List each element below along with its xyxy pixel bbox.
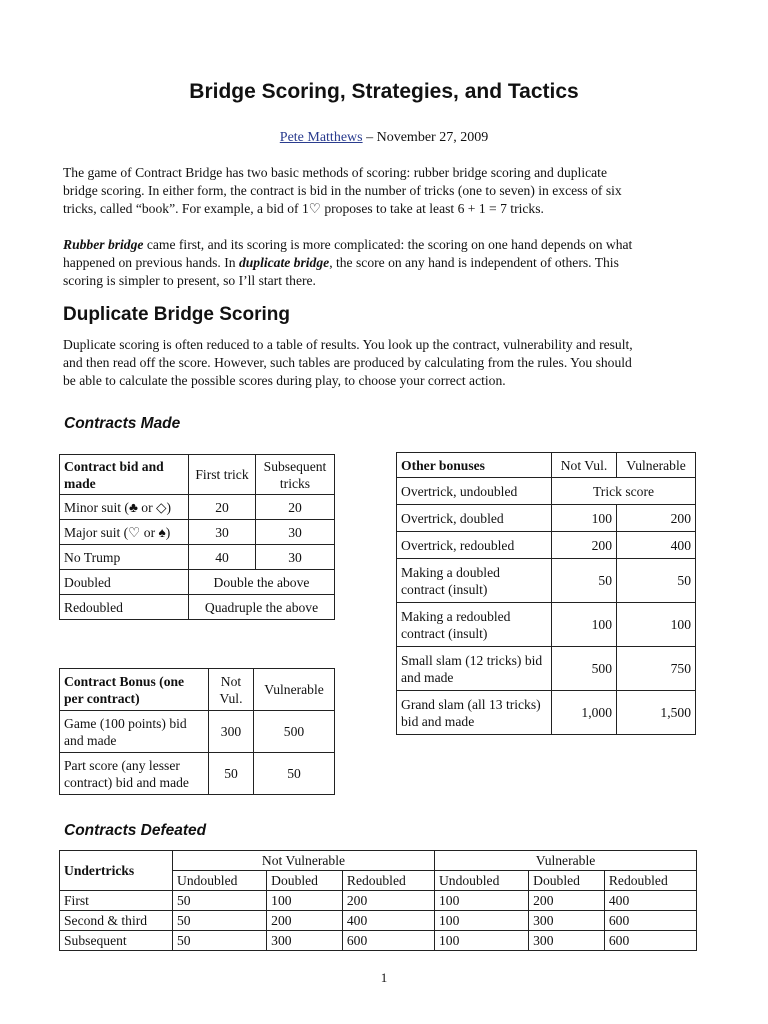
table-cell: 600 bbox=[342, 931, 434, 951]
subheading-contracts-defeated: Contracts Defeated bbox=[64, 822, 207, 839]
table-cell: 50 bbox=[209, 753, 254, 795]
section-heading-duplicate: Duplicate Bridge Scoring bbox=[63, 304, 290, 325]
table-cell: 50 bbox=[617, 559, 696, 603]
text-line: The game of Contract Bridge has two basic methods of scoring: rubber bridge scoring and duplicate bbox=[63, 165, 607, 180]
term-rubber-bridge: Rubber bridge bbox=[63, 237, 144, 252]
table-cell: 300 bbox=[209, 711, 254, 753]
table-cell: Part score (any lesser contract) bid and made bbox=[60, 753, 209, 795]
table-row bbox=[397, 603, 696, 647]
table-cell: 500 bbox=[552, 647, 617, 691]
table-cell: 30 bbox=[189, 520, 256, 545]
table-cell: 750 bbox=[617, 647, 696, 691]
table-header-cell: Not Vul. bbox=[209, 669, 254, 711]
duplicate-paragraph bbox=[63, 336, 713, 391]
table-row bbox=[60, 911, 697, 931]
table-header-row bbox=[60, 669, 335, 711]
table-cell: Game (100 points) bid and made bbox=[60, 711, 209, 753]
table-cell: 100 bbox=[434, 911, 528, 931]
text-line bbox=[63, 254, 713, 272]
table-header-cell: Subsequent tricks bbox=[256, 455, 335, 495]
table-cell: 100 bbox=[617, 603, 696, 647]
table-row bbox=[60, 520, 335, 545]
table-cell: No Trump bbox=[60, 545, 189, 570]
table-cell: Quadruple the above bbox=[189, 595, 335, 620]
term-duplicate-bridge: duplicate bridge bbox=[238, 255, 330, 271]
table-cell: 100 bbox=[267, 891, 343, 911]
table-header-cell: Undoubled bbox=[173, 871, 267, 891]
document-title: Bridge Scoring, Strategies, and Tactics bbox=[189, 80, 579, 103]
table-cell: 30 bbox=[256, 545, 335, 570]
other-bonuses-table bbox=[396, 452, 696, 735]
table-cell: Doubled bbox=[60, 570, 189, 595]
table-cell: Double the above bbox=[189, 570, 335, 595]
table-row bbox=[397, 647, 696, 691]
table-cell: 20 bbox=[256, 495, 335, 520]
table-cell: 400 bbox=[617, 532, 696, 559]
table-header-cell: Doubled bbox=[529, 871, 605, 891]
table-cell: 100 bbox=[552, 603, 617, 647]
table-row bbox=[397, 559, 696, 603]
table-cell: 600 bbox=[604, 931, 696, 951]
table-cell: 1,000 bbox=[552, 691, 617, 735]
table-cell: 100 bbox=[552, 505, 617, 532]
undertricks-table bbox=[59, 850, 697, 951]
table-header-cell: Vulnerable bbox=[254, 669, 335, 711]
table-cell: 400 bbox=[604, 891, 696, 911]
table-cell: 300 bbox=[529, 911, 605, 931]
table-header-row bbox=[60, 455, 335, 495]
table-row bbox=[397, 532, 696, 559]
table-header-cell: First trick bbox=[189, 455, 256, 495]
table-cell: Trick score bbox=[552, 478, 696, 505]
table-cell: Second & third bbox=[60, 911, 173, 931]
table-cell: 50 bbox=[173, 891, 267, 911]
table-cell: 200 bbox=[267, 911, 343, 931]
table-header-row bbox=[60, 851, 697, 871]
text-span: , the score on any hand is independent of others. This bbox=[329, 255, 619, 271]
table-cell: Making a doubled contract (insult) bbox=[397, 559, 552, 603]
byline bbox=[0, 130, 768, 146]
table-header-cell: Redoubled bbox=[342, 871, 434, 891]
table-cell: 300 bbox=[529, 931, 605, 951]
table-cell: 500 bbox=[254, 711, 335, 753]
table-cell: Redoubled bbox=[60, 595, 189, 620]
table-cell: 50 bbox=[173, 931, 267, 951]
table-row bbox=[60, 495, 335, 520]
contract-bonus-table bbox=[59, 668, 335, 795]
table-cell: First bbox=[60, 891, 173, 911]
table-cell: 50 bbox=[552, 559, 617, 603]
table-cell: 200 bbox=[617, 505, 696, 532]
table-header-cell: Contract Bonus (one per contract) bbox=[60, 669, 209, 711]
table-row bbox=[60, 545, 335, 570]
table-row bbox=[60, 891, 697, 911]
author-link[interactable]: Pete Matthews bbox=[279, 130, 363, 145]
table-header-row bbox=[397, 453, 696, 478]
text-line: Duplicate scoring is often reduced to a table of results. You look up the contract, vulnerability and result, bbox=[63, 337, 633, 352]
table-row bbox=[397, 478, 696, 505]
table-header-cell: Contract bid and made bbox=[60, 455, 189, 495]
table-cell: Overtrick, undoubled bbox=[397, 478, 552, 505]
table-cell: 600 bbox=[604, 911, 696, 931]
table-cell: 200 bbox=[342, 891, 434, 911]
table-header-cell: Not Vul. bbox=[552, 453, 617, 478]
table-header-cell: Doubled bbox=[267, 871, 343, 891]
table-cell: Major suit (♡ or ♠) bbox=[60, 520, 189, 545]
table-row bbox=[60, 570, 335, 595]
text-span: came first, and its scoring is more complicated: the scoring on one hand depends on what bbox=[143, 237, 633, 252]
table-cell: 1,500 bbox=[617, 691, 696, 735]
text-line: scoring is simpler to present, so I’ll start there. bbox=[63, 273, 316, 289]
table-row bbox=[60, 753, 335, 795]
byline-date: November 27, 2009 bbox=[376, 130, 489, 145]
table-cell: 200 bbox=[529, 891, 605, 911]
table-cell: 20 bbox=[189, 495, 256, 520]
text-line bbox=[63, 236, 713, 254]
table-header-cell: Vulnerable bbox=[617, 453, 696, 478]
text-line: and then read off the score. However, such tables are produced by calculating from the rules. You should bbox=[63, 355, 632, 371]
table-cell: Making a redoubled contract (insult) bbox=[397, 603, 552, 647]
table-header-cell: Other bonuses bbox=[397, 453, 552, 478]
table-header-cell: Undoubled bbox=[434, 871, 528, 891]
table-cell: Small slam (12 tricks) bid and made bbox=[397, 647, 552, 691]
table-cell: 400 bbox=[342, 911, 434, 931]
table-cell: 30 bbox=[256, 520, 335, 545]
table-cell: Overtrick, doubled bbox=[397, 505, 552, 532]
page-number: 1 bbox=[380, 970, 388, 985]
table-cell: 300 bbox=[267, 931, 343, 951]
table-cell: Grand slam (all 13 tricks) bid and made bbox=[397, 691, 552, 735]
table-cell: 100 bbox=[434, 931, 528, 951]
text-line: bridge scoring. In either form, the contract is bid in the number of tricks (one to seven) in excess of six bbox=[63, 183, 622, 199]
contract-score-table bbox=[59, 454, 335, 620]
table-header-cell: Redoubled bbox=[604, 871, 696, 891]
table-cell: 40 bbox=[189, 545, 256, 570]
intro-paragraph bbox=[63, 164, 713, 219]
subheading-contracts-made: Contracts Made bbox=[64, 415, 181, 432]
table-row bbox=[60, 595, 335, 620]
table-cell: Subsequent bbox=[60, 931, 173, 951]
text-line: be able to calculate the possible scores during play, to choose your correct action. bbox=[63, 373, 506, 389]
table-cell: 50 bbox=[173, 911, 267, 931]
table-row bbox=[60, 931, 697, 951]
byline-separator: – bbox=[362, 130, 377, 145]
table-cell: 100 bbox=[434, 891, 528, 911]
table-row bbox=[60, 711, 335, 753]
text-span: happened on previous hands. In bbox=[63, 255, 239, 271]
table-cell: Overtrick, redoubled bbox=[397, 532, 552, 559]
text-line: tricks, called “book”. For example, a bid of 1♡ proposes to take at least 6 + 1 = 7 tricks. bbox=[63, 201, 544, 217]
table-header-cell: Undertricks bbox=[60, 851, 173, 891]
table-cell: 50 bbox=[254, 753, 335, 795]
table-row bbox=[397, 691, 696, 735]
table-cell: Minor suit (♣ or ◇) bbox=[60, 495, 189, 520]
table-row bbox=[397, 505, 696, 532]
rubber-paragraph bbox=[63, 236, 713, 291]
table-header-cell: Vulnerable bbox=[434, 851, 696, 871]
table-header-cell: Not Vulnerable bbox=[173, 851, 435, 871]
table-cell: 200 bbox=[552, 532, 617, 559]
